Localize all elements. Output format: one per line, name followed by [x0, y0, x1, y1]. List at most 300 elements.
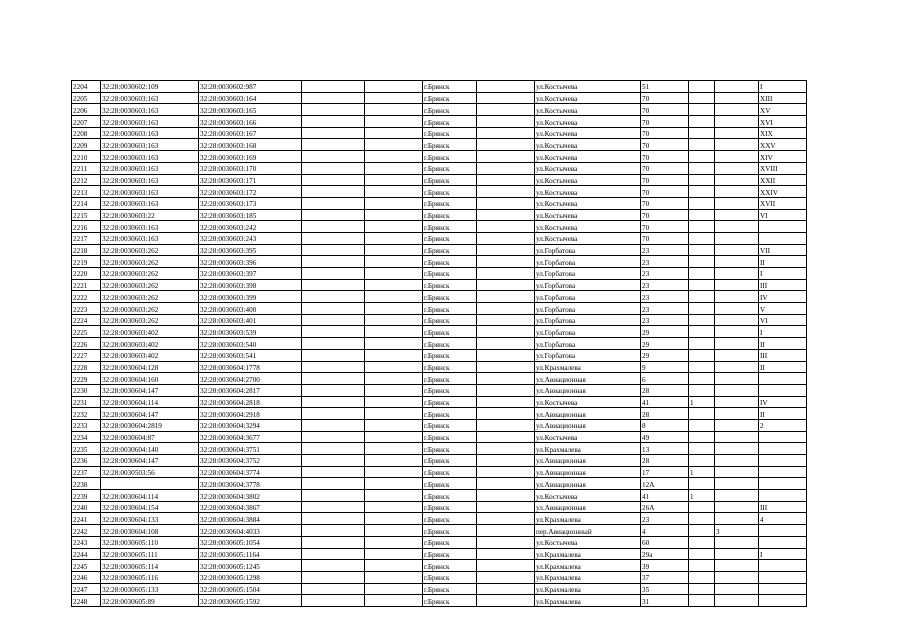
street-cell: ул.Авиационная — [535, 408, 641, 420]
city-cell: г.Брянск — [423, 548, 477, 560]
blank-cell-a — [302, 81, 365, 93]
house-number-cell: 12А — [641, 478, 689, 490]
city-cell: г.Брянск — [423, 443, 477, 455]
room-number-cell: XIX — [759, 127, 807, 139]
building-cell — [689, 221, 715, 233]
room-number-cell: III — [759, 349, 807, 361]
street-cell: ул.Авиационная — [535, 384, 641, 396]
building-cell — [689, 244, 715, 256]
row-number-cell: 2205 — [72, 92, 101, 104]
house-number-cell: 23 — [641, 244, 689, 256]
structure-cell — [715, 174, 759, 186]
house-number-cell: 70 — [641, 139, 689, 151]
parent-cadastral-number-cell: 32:28:0030603:163 — [101, 151, 199, 163]
street-cell: ул.Костычева — [535, 396, 641, 408]
room-number-cell: IV — [759, 291, 807, 303]
parent-cadastral-number-cell: 32:28:0030603:163 — [101, 232, 199, 244]
city-cell: г.Брянск — [423, 162, 477, 174]
parent-cadastral-number-cell: 32:28:0030603:163 — [101, 127, 199, 139]
parent-cadastral-number-cell: 32:28:0030605:116 — [101, 571, 199, 583]
row-number-cell: 2241 — [72, 513, 101, 525]
table-row — [72, 384, 807, 396]
blank-cell-c — [477, 536, 535, 548]
street-cell: ул.Крахмалева — [535, 595, 641, 607]
cadastral-number-cell: 32:28:0030604:3751 — [199, 443, 302, 455]
house-number-cell: 29 — [641, 338, 689, 350]
street-cell: ул.Костычева — [535, 490, 641, 502]
house-number-cell: 4 — [641, 525, 689, 537]
city-cell: г.Брянск — [423, 595, 477, 607]
blank-cell-c — [477, 221, 535, 233]
table-row — [72, 162, 807, 174]
blank-cell-a — [302, 291, 365, 303]
row-number-cell: 2218 — [72, 244, 101, 256]
blank-cell-c — [477, 525, 535, 537]
blank-cell-c — [477, 291, 535, 303]
row-number-cell: 2236 — [72, 455, 101, 467]
room-number-cell: I — [759, 81, 807, 93]
parent-cadastral-number-cell: 32:28:0030605:110 — [101, 536, 199, 548]
table-row — [72, 244, 807, 256]
city-cell: г.Брянск — [423, 197, 477, 209]
street-cell: ул.Крахмалева — [535, 583, 641, 595]
row-number-cell: 2232 — [72, 408, 101, 420]
house-number-cell: 17 — [641, 466, 689, 478]
table-row — [72, 560, 807, 572]
blank-cell-b — [365, 127, 423, 139]
table-row — [72, 373, 807, 385]
city-cell: г.Брянск — [423, 361, 477, 373]
table-row — [72, 116, 807, 128]
city-cell: г.Брянск — [423, 279, 477, 291]
cadastral-number-cell: 32:28:0030603:397 — [199, 268, 302, 280]
blank-cell-b — [365, 221, 423, 233]
table-row — [72, 583, 807, 595]
building-cell — [689, 536, 715, 548]
city-cell: г.Брянск — [423, 314, 477, 326]
blank-cell-b — [365, 583, 423, 595]
room-number-cell — [759, 595, 807, 607]
structure-cell — [715, 197, 759, 209]
house-number-cell: 26А — [641, 501, 689, 513]
house-number-cell: 8 — [641, 419, 689, 431]
building-cell — [689, 455, 715, 467]
row-number-cell: 2209 — [72, 139, 101, 151]
city-cell: г.Брянск — [423, 466, 477, 478]
house-number-cell: 29а — [641, 548, 689, 560]
blank-cell-a — [302, 232, 365, 244]
building-cell — [689, 338, 715, 350]
blank-cell-c — [477, 513, 535, 525]
blank-cell-a — [302, 595, 365, 607]
table-row — [72, 501, 807, 513]
city-cell: г.Брянск — [423, 104, 477, 116]
row-number-cell: 2233 — [72, 419, 101, 431]
building-cell — [689, 127, 715, 139]
blank-cell-b — [365, 396, 423, 408]
blank-cell-a — [302, 478, 365, 490]
cadastral-number-cell: 32:28:0030603:396 — [199, 256, 302, 268]
room-number-cell — [759, 490, 807, 502]
house-number-cell: 70 — [641, 162, 689, 174]
house-number-cell: 70 — [641, 104, 689, 116]
building-cell — [689, 571, 715, 583]
blank-cell-a — [302, 151, 365, 163]
city-cell: г.Брянск — [423, 455, 477, 467]
room-number-cell: XXII — [759, 174, 807, 186]
building-cell — [689, 92, 715, 104]
city-cell: г.Брянск — [423, 209, 477, 221]
city-cell: г.Брянск — [423, 478, 477, 490]
blank-cell-c — [477, 501, 535, 513]
room-number-cell: XXV — [759, 139, 807, 151]
row-number-cell: 2243 — [72, 536, 101, 548]
city-cell: г.Брянск — [423, 256, 477, 268]
room-number-cell — [759, 536, 807, 548]
building-cell — [689, 419, 715, 431]
blank-cell-c — [477, 303, 535, 315]
city-cell: г.Брянск — [423, 127, 477, 139]
blank-cell-c — [477, 256, 535, 268]
blank-cell-a — [302, 384, 365, 396]
street-cell: ул.Костычева — [535, 151, 641, 163]
house-number-cell: 23 — [641, 279, 689, 291]
parent-cadastral-number-cell: 32:28:0030603:163 — [101, 116, 199, 128]
parent-cadastral-number-cell: 32:28:0030603:262 — [101, 303, 199, 315]
table-row — [72, 104, 807, 116]
blank-cell-c — [477, 209, 535, 221]
blank-cell-a — [302, 396, 365, 408]
building-cell: 1 — [689, 466, 715, 478]
table-row — [72, 466, 807, 478]
table-row — [72, 151, 807, 163]
building-cell — [689, 373, 715, 385]
parent-cadastral-number-cell: 32:28:0030605:89 — [101, 595, 199, 607]
building-cell — [689, 104, 715, 116]
row-number-cell: 2248 — [72, 595, 101, 607]
house-number-cell: 70 — [641, 92, 689, 104]
blank-cell-c — [477, 326, 535, 338]
structure-cell — [715, 81, 759, 93]
city-cell: г.Брянск — [423, 571, 477, 583]
building-cell — [689, 232, 715, 244]
parent-cadastral-number-cell: 32:28:0030604:154 — [101, 501, 199, 513]
table-row — [72, 92, 807, 104]
structure-cell — [715, 560, 759, 572]
room-number-cell — [759, 583, 807, 595]
blank-cell-b — [365, 490, 423, 502]
parent-cadastral-number-cell: 32:28:0030604:147 — [101, 384, 199, 396]
blank-cell-c — [477, 455, 535, 467]
row-number-cell: 2210 — [72, 151, 101, 163]
parent-cadastral-number-cell: 32:28:0030604:114 — [101, 490, 199, 502]
building-cell — [689, 256, 715, 268]
cadastral-number-cell: 32:28:0030603:165 — [199, 104, 302, 116]
row-number-cell: 2211 — [72, 162, 101, 174]
row-number-cell: 2235 — [72, 443, 101, 455]
row-number-cell: 2246 — [72, 571, 101, 583]
house-number-cell: 6 — [641, 373, 689, 385]
structure-cell — [715, 501, 759, 513]
city-cell: г.Брянск — [423, 349, 477, 361]
city-cell: г.Брянск — [423, 408, 477, 420]
cadastral-number-cell: 32:28:0030603:395 — [199, 244, 302, 256]
cadastral-number-cell: 32:28:0030603:173 — [199, 197, 302, 209]
parent-cadastral-number-cell: 32:28:0030605:114 — [101, 560, 199, 572]
cadastral-number-cell: 32:28:0030603:242 — [199, 221, 302, 233]
cadastral-number-cell: 32:28:0030603:540 — [199, 338, 302, 350]
building-cell: 1 — [689, 396, 715, 408]
cadastral-number-cell: 32:28:0030603:541 — [199, 349, 302, 361]
room-number-cell: VI — [759, 314, 807, 326]
blank-cell-a — [302, 303, 365, 315]
parent-cadastral-number-cell: 32:28:0030604:128 — [101, 361, 199, 373]
structure-cell — [715, 151, 759, 163]
blank-cell-b — [365, 303, 423, 315]
blank-cell-a — [302, 548, 365, 560]
blank-cell-c — [477, 361, 535, 373]
blank-cell-b — [365, 139, 423, 151]
blank-cell-b — [365, 338, 423, 350]
cadastral-number-cell: 32:28:0030604:3774 — [199, 466, 302, 478]
building-cell — [689, 303, 715, 315]
blank-cell-c — [477, 396, 535, 408]
structure-cell: 3 — [715, 525, 759, 537]
city-cell: г.Брянск — [423, 81, 477, 93]
room-number-cell: XV — [759, 104, 807, 116]
building-cell — [689, 443, 715, 455]
table-row — [72, 431, 807, 443]
room-number-cell: XVII — [759, 197, 807, 209]
city-cell: г.Брянск — [423, 419, 477, 431]
blank-cell-a — [302, 127, 365, 139]
room-number-cell: XXIV — [759, 186, 807, 198]
row-number-cell: 2221 — [72, 279, 101, 291]
structure-cell — [715, 186, 759, 198]
row-number-cell: 2204 — [72, 81, 101, 93]
city-cell: г.Брянск — [423, 513, 477, 525]
blank-cell-a — [302, 256, 365, 268]
city-cell: г.Брянск — [423, 139, 477, 151]
blank-cell-b — [365, 104, 423, 116]
blank-cell-a — [302, 186, 365, 198]
row-number-cell: 2216 — [72, 221, 101, 233]
blank-cell-a — [302, 455, 365, 467]
building-cell: 1 — [689, 490, 715, 502]
structure-cell — [715, 349, 759, 361]
blank-cell-b — [365, 571, 423, 583]
building-cell — [689, 431, 715, 443]
building-cell — [689, 548, 715, 560]
room-number-cell — [759, 221, 807, 233]
row-number-cell: 2240 — [72, 501, 101, 513]
blank-cell-a — [302, 466, 365, 478]
room-number-cell — [759, 525, 807, 537]
blank-cell-c — [477, 279, 535, 291]
building-cell — [689, 478, 715, 490]
parent-cadastral-number-cell — [101, 478, 199, 490]
blank-cell-a — [302, 408, 365, 420]
parent-cadastral-number-cell: 32:28:0030603:262 — [101, 268, 199, 280]
structure-cell — [715, 513, 759, 525]
cadastral-number-cell: 32:28:0030604:2817 — [199, 384, 302, 396]
blank-cell-a — [302, 525, 365, 537]
street-cell: ул.Костычева — [535, 221, 641, 233]
row-number-cell: 2222 — [72, 291, 101, 303]
structure-cell — [715, 326, 759, 338]
row-number-cell: 2217 — [72, 232, 101, 244]
blank-cell-c — [477, 548, 535, 560]
table-row — [72, 186, 807, 198]
blank-cell-b — [365, 162, 423, 174]
building-cell — [689, 197, 715, 209]
structure-cell — [715, 291, 759, 303]
parent-cadastral-number-cell: 32:28:0030603:163 — [101, 197, 199, 209]
cadastral-number-cell: 32:28:0030605:1164 — [199, 548, 302, 560]
blank-cell-b — [365, 174, 423, 186]
blank-cell-a — [302, 314, 365, 326]
blank-cell-c — [477, 571, 535, 583]
structure-cell — [715, 232, 759, 244]
city-cell: г.Брянск — [423, 583, 477, 595]
building-cell — [689, 583, 715, 595]
blank-cell-a — [302, 419, 365, 431]
cadastral-number-cell: 32:28:0030603:166 — [199, 116, 302, 128]
row-number-cell: 2242 — [72, 525, 101, 537]
table-row — [72, 513, 807, 525]
blank-cell-b — [365, 384, 423, 396]
blank-cell-b — [365, 560, 423, 572]
table-row — [72, 256, 807, 268]
structure-cell — [715, 571, 759, 583]
structure-cell — [715, 455, 759, 467]
row-number-cell: 2231 — [72, 396, 101, 408]
city-cell: г.Брянск — [423, 396, 477, 408]
row-number-cell: 2219 — [72, 256, 101, 268]
house-number-cell: 23 — [641, 303, 689, 315]
table-row — [72, 221, 807, 233]
row-number-cell: 2213 — [72, 186, 101, 198]
blank-cell-a — [302, 560, 365, 572]
blank-cell-b — [365, 361, 423, 373]
table-row — [72, 303, 807, 315]
structure-cell — [715, 92, 759, 104]
building-cell — [689, 384, 715, 396]
parent-cadastral-number-cell: 32:28:0030603:163 — [101, 186, 199, 198]
street-cell: ул.Костычева — [535, 162, 641, 174]
structure-cell — [715, 139, 759, 151]
table-row — [72, 291, 807, 303]
structure-cell — [715, 408, 759, 420]
blank-cell-c — [477, 466, 535, 478]
blank-cell-a — [302, 268, 365, 280]
table-row — [72, 326, 807, 338]
house-number-cell: 70 — [641, 151, 689, 163]
row-number-cell: 2244 — [72, 548, 101, 560]
street-cell: ул.Костычева — [535, 139, 641, 151]
blank-cell-b — [365, 373, 423, 385]
room-number-cell — [759, 373, 807, 385]
house-number-cell: 23 — [641, 513, 689, 525]
parent-cadastral-number-cell: 32:28:0030603:163 — [101, 162, 199, 174]
building-cell — [689, 186, 715, 198]
house-number-cell: 70 — [641, 221, 689, 233]
blank-cell-a — [302, 92, 365, 104]
table-row — [72, 419, 807, 431]
house-number-cell: 70 — [641, 186, 689, 198]
street-cell: пер.Авиационный — [535, 525, 641, 537]
blank-cell-c — [477, 268, 535, 280]
blank-cell-b — [365, 525, 423, 537]
blank-cell-a — [302, 221, 365, 233]
city-cell: г.Брянск — [423, 244, 477, 256]
street-cell: ул.Костычева — [535, 116, 641, 128]
street-cell: ул.Горбатова — [535, 349, 641, 361]
blank-cell-c — [477, 338, 535, 350]
row-number-cell: 2245 — [72, 560, 101, 572]
building-cell — [689, 326, 715, 338]
room-number-cell: II — [759, 256, 807, 268]
structure-cell — [715, 419, 759, 431]
blank-cell-a — [302, 174, 365, 186]
city-cell: г.Брянск — [423, 326, 477, 338]
row-number-cell: 2215 — [72, 209, 101, 221]
blank-cell-c — [477, 197, 535, 209]
structure-cell — [715, 256, 759, 268]
room-number-cell: XIII — [759, 92, 807, 104]
cadastral-number-cell: 32:28:0030602:987 — [199, 81, 302, 93]
house-number-cell: 39 — [641, 560, 689, 572]
house-number-cell: 28 — [641, 384, 689, 396]
building-cell — [689, 349, 715, 361]
street-cell: ул.Костычева — [535, 197, 641, 209]
row-number-cell: 2224 — [72, 314, 101, 326]
cadastral-number-cell: 32:28:0030603:399 — [199, 291, 302, 303]
room-number-cell: I — [759, 548, 807, 560]
blank-cell-a — [302, 431, 365, 443]
house-number-cell: 29 — [641, 349, 689, 361]
blank-cell-c — [477, 408, 535, 420]
blank-cell-c — [477, 560, 535, 572]
blank-cell-b — [365, 81, 423, 93]
street-cell: ул.Костычева — [535, 186, 641, 198]
blank-cell-b — [365, 408, 423, 420]
blank-cell-c — [477, 81, 535, 93]
street-cell: ул.Крахмалева — [535, 571, 641, 583]
table-row — [72, 338, 807, 350]
parent-cadastral-number-cell: 32:28:0030603:163 — [101, 221, 199, 233]
room-number-cell: II — [759, 361, 807, 373]
house-number-cell: 35 — [641, 583, 689, 595]
room-number-cell: II — [759, 338, 807, 350]
cadastral-number-cell: 32:28:0030604:4033 — [199, 525, 302, 537]
blank-cell-b — [365, 501, 423, 513]
cadastral-number-cell: 32:28:0030603:167 — [199, 127, 302, 139]
parent-cadastral-number-cell: 32:28:0030603:22 — [101, 209, 199, 221]
room-number-cell: IV — [759, 396, 807, 408]
parent-cadastral-number-cell: 32:28:0030603:402 — [101, 338, 199, 350]
blank-cell-a — [302, 139, 365, 151]
building-cell — [689, 139, 715, 151]
blank-cell-a — [302, 349, 365, 361]
street-cell: ул.Горбатова — [535, 303, 641, 315]
city-cell: г.Брянск — [423, 92, 477, 104]
room-number-cell: VI — [759, 209, 807, 221]
building-cell — [689, 116, 715, 128]
house-number-cell: 37 — [641, 571, 689, 583]
blank-cell-c — [477, 92, 535, 104]
house-number-cell: 23 — [641, 314, 689, 326]
